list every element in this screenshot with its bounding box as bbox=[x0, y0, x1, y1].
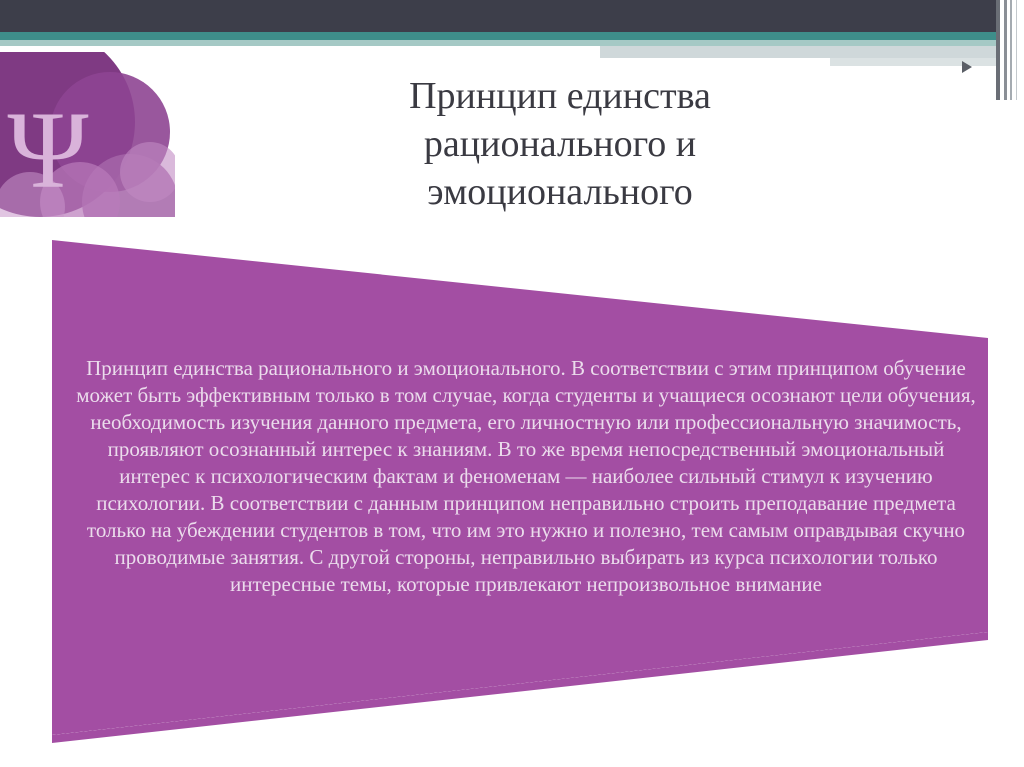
slide-body-text: Принцип единства рационального и эмоционального. В соответствии с этим принципом обучение может быть эффективным только в том случае, когда студенты и учащиеся осознают цели обучения, необходимость изучения данного предмета, его личностную или профессиональную значимость, проявляют осознанный интерес к знаниям. В то же время непосредственный эмоциональный интерес к психологическим фактам и феноменам — наиболее сильный стимул к изучению психологии. В соответствии с данным принципом неправильно строить преподавание предмета только на убеждении студентов в том, что им это нужно и полезно, тем самым оправдывая скучно проводимые занятия. С другой стороны, неправильно выбирать из курса психологии только интересные темы, которые привлекают непроизвольное внимание bbox=[76, 356, 976, 596]
slide-title: Принцип единства рационального и эмоционального bbox=[409, 75, 711, 213]
psi-symbol: Ψ bbox=[7, 89, 89, 211]
